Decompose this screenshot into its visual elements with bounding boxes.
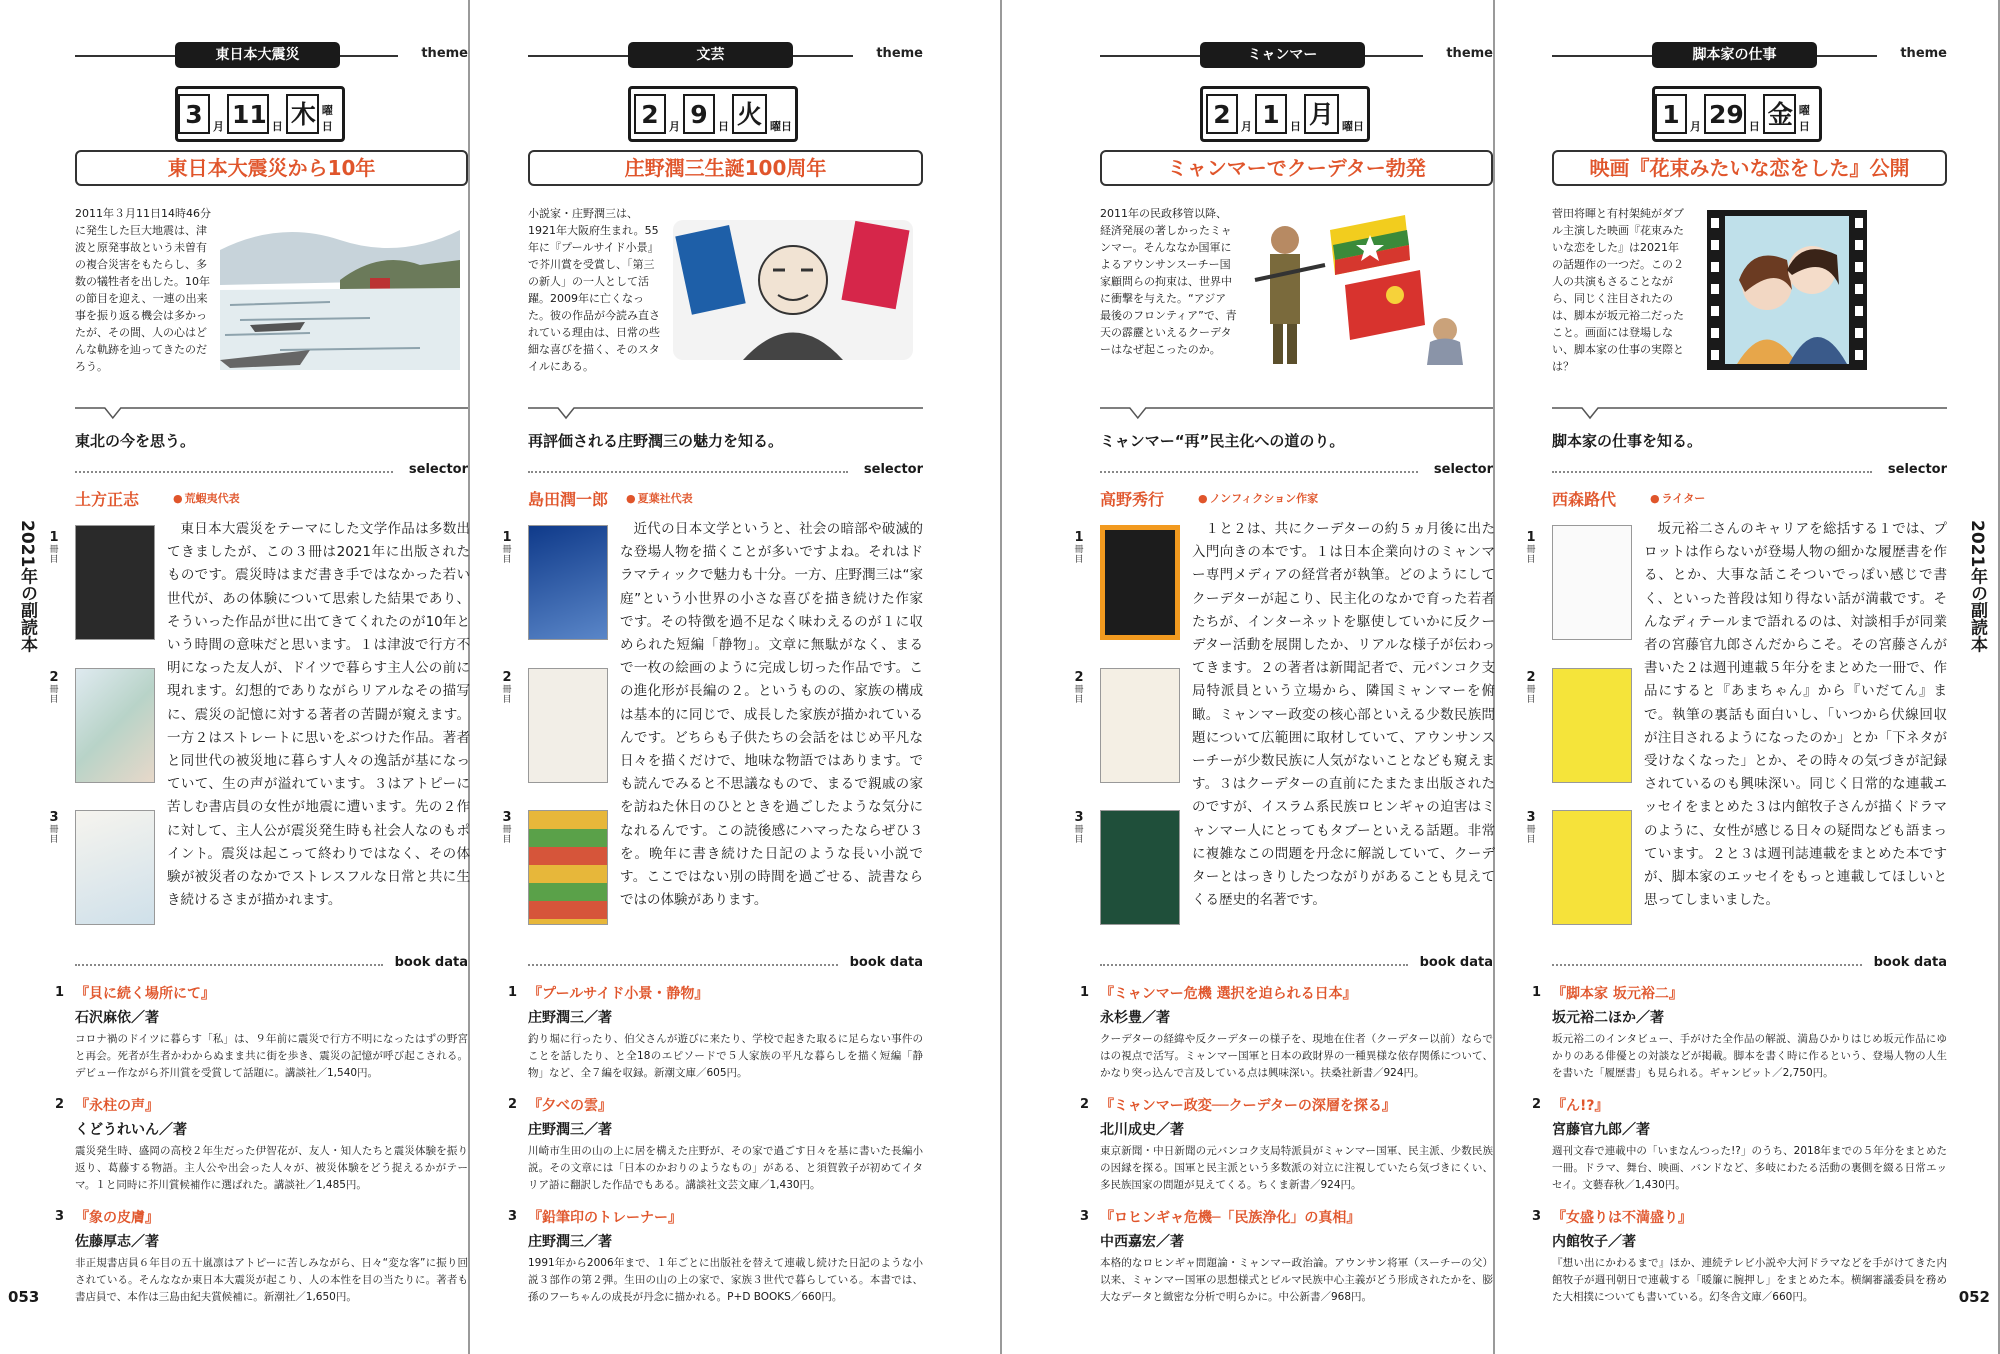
book-title: 『ミャンマー政変──クーデターの深層を探る』 <box>1100 1098 1396 1114</box>
tagline: 脚本家の仕事を知る。 <box>1552 432 1703 450</box>
theme-word: theme <box>421 46 468 61</box>
divider-arrow <box>75 406 468 420</box>
theme-label: 東日本大震災 <box>175 42 340 68</box>
selector-label: selector <box>1433 462 1493 477</box>
cover-number-2: 2 冊目 <box>1074 670 1084 705</box>
divider-arrow <box>528 406 923 420</box>
selector-role: ● ライター <box>1650 490 1705 506</box>
book-author: 坂元裕二ほか／著 <box>1552 1010 1664 1026</box>
book-desc: 週刊文春で連載中の「いまなんつった!?」のうち、2018年までの５年分をまとめた一冊。ドラマ、舞台、映画、バンドなど、多岐にわたる活動の裏側を綴る日常エッセイ。文藝春秋／1,430円。 <box>1552 1145 1947 1191</box>
date-month: 1 <box>1655 94 1687 134</box>
date-month: 2 <box>634 94 666 134</box>
selector-label: selector <box>863 462 923 477</box>
cover-number-1: 1 冊目 <box>1526 530 1536 565</box>
book-entry-2: 2 『ん!?』 宮藤官九郎／著 週刊文春で連載中の「いまなんつった!?」のうち、2018年までの５年分をまとめた一冊。ドラマ、舞台、映画、バンドなど、多岐にわたる活動の裏側を綴る日常エッセイ。文藝春秋／1,430円。 <box>1552 1097 1947 1194</box>
book-title: 『ロヒンギャ危機─「民族浄化」の真相』 <box>1100 1210 1361 1226</box>
book-desc: 本格的なロヒンギャ問題論・ミャンマー政治論。アウンサン将軍（スーチーの父）以来、ミャンマー国軍の思想様式とビルマ民族中心主義がどう形成されたかを、膨大なデータと緻密な分析で明らかに。中公新書／968円。 <box>1100 1257 1493 1303</box>
date-month: 2 <box>1206 94 1238 134</box>
theme-word: theme <box>876 46 923 61</box>
book-entry-2: 2 『夕べの雲』 庄野潤三／著 川崎市生田の山の上に居を構えた庄野が、その家で過ごす日々を基に書いた長編小説。その文章には「日本のかおりのようなもの」がある、と須賀敦子が初めてイタリア語に翻訳した作品でもある。講談社文芸文庫／1,430円。 <box>528 1097 923 1194</box>
lead-text: 2011年の民政移管以降、経済発展の著しかったミャンマー。そんななか国軍によるアウンサンスーチー国家顧問らの拘束は、世界中に衝撃を与えた。“アジア最後のフロンティア”で、青天の霹靂といえるクーデターはなぜ起こったのか。 <box>1100 207 1237 356</box>
book-author: 北川成史／著 <box>1100 1122 1184 1138</box>
book-cover-2 <box>1552 668 1632 783</box>
page-number-left: 053 <box>8 1288 40 1306</box>
book-cover-3 <box>528 810 608 925</box>
book-author: 庄野潤三／著 <box>528 1234 612 1250</box>
column-myanmar <box>1074 0 1495 1354</box>
book-author: 庄野潤三／著 <box>528 1010 612 1026</box>
book-title: 『プールサイド小景・静物』 <box>528 986 709 1002</box>
book-author: 佐藤厚志／著 <box>75 1234 159 1250</box>
book-entry-3: 3 『象の皮膚』 佐藤厚志／著 非正規書店員６年目の五十嵐凛はアトピーに苦しみながら、日々“変な客”に振り回されている。そんななか東日本大震災が起こり、人の本性を目の当たりに。著者も書店員で、本作は三島由紀夫賞候補に。新潮社／1,650円。 <box>75 1209 468 1306</box>
book-title: 『女盛りは不満盛り』 <box>1552 1210 1692 1226</box>
cover-number-3: 3 冊目 <box>1074 810 1084 845</box>
book-title: 『象の皮膚』 <box>75 1210 159 1226</box>
book-desc: 釣り堀に行ったり、伯父さんが遊びに来たり、学校で起きた取るに足らない事件のことを話したり、と全18のエピソードで５人家族の平凡な暮らしを描く短編「静物」など、全７編を収録。新潮文庫／605円。 <box>528 1033 923 1079</box>
theme-word: theme <box>1900 46 1947 61</box>
date-badge: 2 月 9 日 火 曜日 <box>628 86 798 142</box>
bookdata-rule <box>528 955 923 975</box>
cover-number-2: 2 冊目 <box>1526 670 1536 705</box>
book-cover-2 <box>528 668 608 783</box>
selector-name: 土方正志 <box>75 490 140 509</box>
side-running-title: 2021年の副読本 <box>1967 520 1987 653</box>
book-entry-1: 1 『プールサイド小景・静物』 庄野潤三／著 釣り堀に行ったり、伯父さんが遊びに来たり、学校で起きた取るに足らない事件のことを話したり、と全18のエピソードで５人家族の平凡な暮らしを描く短編「静物」など、全７編を収録。新潮文庫／605円。 <box>528 985 923 1082</box>
divider-arrow <box>1100 406 1493 420</box>
book-desc: コロナ禍のドイツに暮らす「私」は、９年前に震災で行方不明になったはずの野宮と再会。死者が生者かわからぬまま共に街を歩き、震災の記憶が呼び起こされる。デビュー作ながら芥川賞を受賞して話題に。講談社／1,540円。 <box>75 1033 468 1079</box>
theme-label: 文芸 <box>628 42 793 68</box>
cover-number-1: 1 冊目 <box>49 530 59 565</box>
cover-number-3: 3 冊目 <box>49 810 59 845</box>
tagline: 再評価される庄野潤三の魅力を知る。 <box>528 432 784 450</box>
bookdata-rule <box>75 955 468 975</box>
headline: 東日本大震災から10年 <box>75 150 468 186</box>
theme-bar <box>75 42 468 68</box>
book-title: 『ん!?』 <box>1552 1098 1609 1114</box>
date-day: 1 <box>1255 94 1287 134</box>
lead-text: 菅田将暉と有村架純がダブル主演した映画『花束みたいな恋をした』は2021年の話題作の一つだ。この２人の共演もさることながら、同じく注目されたのは、脚本が坂元裕二だったこと。画面には登場しない、脚本家の仕事の実際とは？ <box>1552 207 1684 373</box>
book-entry-3: 3 『女盛りは不満盛り』 内館牧子／著 『想い出にかわるまで』ほか、連続テレビ小説や大河ドラマなどを手がけてきた内館牧子が週刊朝日で連載する「暖簾に腕押し」をまとめた本。横綱審議委員を務めた大相撲についても書いている。幻冬舎文庫／660円。 <box>1552 1209 1947 1306</box>
book-author: 石沢麻依／著 <box>75 1010 159 1026</box>
book-desc: 震災発生時、盛岡の高校２年生だった伊智花が、友人・知人たちと震災体験を振り返り、葛藤する物語。主人公や出会った人々が、被災体験をどう捉えるかがテーマ。１と同時に芥川賞候補作に選ばれた。講談社／1,485円。 <box>75 1145 468 1191</box>
book-title: 『夕べの雲』 <box>528 1098 612 1114</box>
book-cover-2 <box>1100 668 1180 783</box>
selector-role: ● 夏葉社代表 <box>626 490 693 506</box>
book-title: 『脚本家 坂元裕二』 <box>1552 986 1683 1002</box>
theme-word: theme <box>1446 46 1493 61</box>
theme-bar <box>1100 42 1493 68</box>
selector-rule <box>1100 462 1493 482</box>
selector-name: 島田潤一郎 <box>528 490 609 509</box>
selector-role: ● ノンフィクション作家 <box>1198 490 1318 506</box>
date-weekday: 金 <box>1763 94 1796 134</box>
cover-number-2: 2 冊目 <box>502 670 512 705</box>
soldier-flags-illustration <box>1245 210 1485 370</box>
review-text: 坂元裕二さんのキャリアを総括する１では、プロットは作らないが登場人物の細かな履歴書を作る、とか、大事な話こそついでっぽい感じで書く、といった普段は知り得ない話が満載です。そんなディテールまで語れるのは、対談相手が同業者の宮藤官九郎さんだからこそ。その宮藤さんが書いた２は週刊連載５年分をまとめた一冊で、作品にすると『あまちゃん』から『いだてん』まで。執筆の裏話も面白いし、「いつから伏線回収が注目されるようになったのか」とか「下ネタが受けなくなった」とか、その時々の気づきが記録されているのも興味深い。同じく日常的な連載エッセイをまとめた３は内館牧子さんが描くドラマのように、女性が感じる日々の疑問なども語まっています。２と３は週刊誌連載をまとめた本ですが、脚本家のエッセイをもっと連載してほしいと思ってしまいました。 <box>1644 521 1947 909</box>
bookdata-label: book data <box>1873 955 1947 970</box>
date-month: 3 <box>178 94 210 134</box>
review-text: １と２は、共にクーデターの約５ヵ月後に出た入門向きの本です。１は日本企業向けのミャンマー専門メディアの経営者が執筆。どのようにしてクーデターが起こり、民主化のなかで育った若者たちが、インターネットを駆使していかに反クーデター活動を展開したか、リアルな様子が伝わってきます。２の著者は新聞記者で、元バンコク支局特派員という立場から、隣国ミャンマーを俯瞰。ミャンマー政変の核心部といえる少数民族問題について広範囲に取材していて、アウンサンスーチーが少数民族に人気がないことなども窺えます。３はクーデターの直前にたまたま出版されたのですが、イスラム系民族ロヒンギャの迫害はミャンマー人にとってもタブーといえる話題。非常に複雑なこの問題を丹念に解説していて、クーデターとはっきりしたつながりがあることも見えてくる歴史的名著です。 <box>1192 521 1495 909</box>
theme-label: ミャンマー <box>1200 42 1365 68</box>
selector-name: 高野秀行 <box>1100 490 1165 509</box>
bookdata-rule <box>1552 955 1947 975</box>
book-author: 庄野潤三／著 <box>528 1122 612 1138</box>
selector-name: 西森路代 <box>1552 490 1617 509</box>
headline: 映画『花束みたいな恋をした』公開 <box>1552 150 1947 186</box>
book-author: 内館牧子／著 <box>1552 1234 1636 1250</box>
lead-text: 小説家・庄野潤三は、1921年大阪府生まれ。55年に『プールサイド小景』で芥川賞を受賞し、「第三の新人」の一人として活躍。2009年に亡くなった。彼の作品が今読み直されている理由は、日常の些細な喜びを描く、そのスタイルにある。 <box>528 207 660 373</box>
book-author: くどうれいん／著 <box>75 1122 187 1138</box>
selector-role: ● 荒蝦夷代表 <box>173 490 240 506</box>
book-desc: 東京新聞・中日新聞の元バンコク支局特派員がミャンマー国軍、民主派、少数民族の因縁を探る。国軍と民主派という多数派の対立に注視していたら気づきにくい、多民族国家の問題が見えてくる。ちくま新書／924円。 <box>1100 1145 1493 1191</box>
book-desc: 非正規書店員６年目の五十嵐凛はアトピーに苦しみながら、日々“変な客”に振り回されている。そんななか東日本大震災が起こり、人の本性を目の当たりに。著者も書店員で、本作は三島由紀夫賞候補に。新潮社／1,650円。 <box>75 1257 468 1303</box>
tagline: ミャンマー“再”民主化への道のり。 <box>1100 432 1345 450</box>
book-covers <box>1526 520 1637 940</box>
book-desc: 川崎市生田の山の上に居を構えた庄野が、その家で過ごす日々を基に書いた長編小説。その文章には「日本のかおりのようなもの」がある、と須賀敦子が初めてイタリア語に翻訳した作品でもある。講談社文芸文庫／1,430円。 <box>528 1145 923 1191</box>
book-cover-1 <box>1552 525 1632 640</box>
date-badge: 3 月 11 日 木 曜日 <box>175 86 345 142</box>
right-page <box>1000 0 2000 1354</box>
book-cover-1 <box>528 525 608 640</box>
bookdata-label: book data <box>1419 955 1493 970</box>
book-title: 『永柱の声』 <box>75 1098 159 1114</box>
book-entry-1: 1 『ミャンマー危機 選択を迫られる日本』 永杉豊／著 クーデターの経緯や反クーデターの様子を、現地在住者（クーデター以前）ならではの視点で活写。ミャンマー国軍と日本の政財界の一種異様な依存関係について、かなり突っ込んで言及している点は興味深い。扶桑社新書／924円。 <box>1100 985 1493 1082</box>
book-entry-2: 2 『永柱の声』 くどうれいん／著 震災発生時、盛岡の高校２年生だった伊智花が、友人・知人たちと震災体験を振り返り、葛藤する物語。主人公や出会った人々が、被災体験をどう捉えるかがテーマ。１と同時に芥川賞候補作に選ばれた。講談社／1,485円。 <box>75 1097 468 1194</box>
book-entry-3: 3 『鉛筆印のトレーナー』 庄野潤三／著 1991年から2006年まで、１年ごとに出版社を替えて連載し続けた日記のような小説３部作の第２弾。生田の山の上の家で、家族３世代で暮らしている。本書では、孫のフーちゃんの成長が丹念に描かれる。P+D BOOKS／660円。 <box>528 1209 923 1306</box>
bookdata-label: book data <box>849 955 923 970</box>
date-day: 29 <box>1704 94 1746 134</box>
author-portrait-illustration <box>673 210 913 370</box>
book-cover-3 <box>75 810 155 925</box>
bookdata-label: book data <box>394 955 468 970</box>
book-covers <box>1074 520 1185 940</box>
selector-rule <box>1552 462 1947 482</box>
book-author: 中西嘉宏／著 <box>1100 1234 1184 1250</box>
date-day: 9 <box>683 94 715 134</box>
book-author: 宮藤官九郎／著 <box>1552 1122 1650 1138</box>
selector-label: selector <box>408 462 468 477</box>
book-cover-1 <box>75 525 155 640</box>
cover-number-1: 1 冊目 <box>502 530 512 565</box>
theme-bar <box>1552 42 1947 68</box>
date-weekday: 月 <box>1304 94 1339 134</box>
book-cover-1 <box>1100 525 1180 640</box>
bookdata-rule <box>1100 955 1493 975</box>
book-title: 『鉛筆印のトレーナー』 <box>528 1210 682 1226</box>
divider-arrow <box>1552 406 1947 420</box>
selector-rule <box>528 462 923 482</box>
headline: 庄野潤三生誕100周年 <box>528 150 923 186</box>
cover-number-3: 3 冊目 <box>1526 810 1536 845</box>
book-desc: 『想い出にかわるまで』ほか、連続テレビ小説や大河ドラマなどを手がけてきた内館牧子が週刊朝日で連載する「暖簾に腕押し」をまとめた本。横綱審議委員を務めた大相撲についても書いている。幻冬舎文庫／660円。 <box>1552 1257 1947 1303</box>
selector-label: selector <box>1887 462 1947 477</box>
book-cover-2 <box>75 668 155 783</box>
lead-text: 2011年３月11日14時46分に発生した巨大地震は、津波と原発事故という未曽有の複合災害をもたらし、多数の犠牲者を出した。10年の節目を迎え、一連の出来事を振り返る機会は多かったが、その間、人の心はどんな軌跡を辿ってきたのだろう。 <box>75 207 211 373</box>
cover-number-3: 3 冊目 <box>502 810 512 845</box>
date-badge: 2 月 1 日 月 曜日 <box>1200 86 1370 142</box>
film-couple-illustration <box>1697 210 1937 370</box>
selector-rule <box>75 462 468 482</box>
date-weekday: 木 <box>286 94 319 134</box>
book-desc: 坂元裕二のインタビュー、手がけた全作品の解説、満島ひかりはじめ坂元作品にゆかりのある俳優との対談などが掲載。脚本を書く時に作るという、登場人物の人生を書いた「履歴書」も見られる。ギャンビット／2,750円。 <box>1552 1033 1947 1079</box>
book-covers <box>502 520 613 940</box>
tagline: 東北の今を思う。 <box>75 432 196 450</box>
book-entry-3: 3 『ロヒンギャ危機─「民族浄化」の真相』 中西嘉宏／著 本格的なロヒンギャ問題論・ミャンマー政治論。アウンサン将軍（スーチーの父）以来、ミャンマー国軍の思想様式とビルマ民族中心主義がどう形成されたかを、膨大なデータと緻密な分析で明らかに。中公新書／968円。 <box>1100 1209 1493 1306</box>
column-earthquake <box>49 0 470 1354</box>
book-title: 『貝に続く場所にて』 <box>75 986 215 1002</box>
book-entry-1: 1 『脚本家 坂元裕二』 坂元裕二ほか／著 坂元裕二のインタビュー、手がけた全作品の解説、満島ひかりはじめ坂元作品にゆかりのある俳優との対談などが掲載。脚本を書く時に作るという、登場人物の人生を書いた「履歴書」も見られる。ギャンビット／2,750円。 <box>1552 985 1947 1082</box>
book-cover-3 <box>1100 810 1180 925</box>
book-desc: 1991年から2006年まで、１年ごとに出版社を替えて連載し続けた日記のような小説３部作の第２弾。生田の山の上の家で、家族３世代で暮らしている。本書では、孫のフーちゃんの成長が丹念に描かれる。P+D BOOKS／660円。 <box>528 1257 923 1303</box>
book-entry-1: 1 『貝に続く場所にて』 石沢麻依／著 コロナ禍のドイツに暮らす「私」は、９年前に震災で行方不明になったはずの野宮と再会。死者が生者かわからぬまま共に街を歩き、震災の記憶が呼び起こされる。デビュー作ながら芥川賞を受賞して話題に。講談社／1,540円。 <box>75 985 468 1082</box>
cover-number-1: 1 冊目 <box>1074 530 1084 565</box>
theme-bar <box>528 42 923 68</box>
page-number-right: 052 <box>1958 1288 1990 1306</box>
headline: ミャンマーでクーデター勃発 <box>1100 150 1493 186</box>
column-screenwriter <box>1526 0 1947 1354</box>
book-title: 『ミャンマー危機 選択を迫られる日本』 <box>1100 986 1357 1002</box>
review-text: 近代の日本文学というと、社会の暗部や破滅的な登場人物を描くことが多いですよね。それはドラマティックで魅力も十分。一方、庄野潤三は“家庭”という小世界の小さな喜びを描き続けた作家です。その特徴を過不足なく味わえるのが１に収められた短編「静物」。文章に無駄がなく、まるで一枚の絵画のように完成し切った作品です。この進化形が長編の２。というものの、家族の構成は基本的に同じで、成長した家族が描かれているんです。どちらも子供たちの会話をはじめ平凡な日々を描くだけで、地味な物語ではあります。でも読んでみると不思議なもので、まるで親戚の家を訪ねた休日のひとときを過ごしたような気分になれるんです。この読後感にハマったならぜひ３を。晩年に書き続けた日記のような長い小説です。ここではない別の時間を過ごせる、読書ならではの体験があります。 <box>620 521 923 909</box>
column-literature <box>502 0 923 1354</box>
theme-label: 脚本家の仕事 <box>1652 42 1817 68</box>
side-running-title: 2021年の副読本 <box>17 520 37 653</box>
book-covers <box>49 520 160 940</box>
book-desc: クーデターの経緯や反クーデターの様子を、現地在住者（クーデター以前）ならではの視点で活写。ミャンマー国軍と日本の政財界の一種異様な依存関係について、かなり突っ込んで言及している点は興味深い。扶桑社新書／924円。 <box>1100 1033 1493 1079</box>
flooded-coast-illustration <box>220 210 460 370</box>
date-badge: 1 月 29 日 金 曜日 <box>1652 86 1822 142</box>
book-entry-2: 2 『ミャンマー政変──クーデターの深層を探る』 北川成史／著 東京新聞・中日新聞の元バンコク支局特派員がミャンマー国軍、民主派、少数民族の因縁を探る。国軍と民主派という多数派の対立に注視していたら気づきにくい、多民族国家の問題が見えてくる。ちくま新書／924円。 <box>1100 1097 1493 1194</box>
cover-number-2: 2 冊目 <box>49 670 59 705</box>
book-author: 永杉豊／著 <box>1100 1010 1170 1026</box>
date-weekday: 火 <box>732 94 767 134</box>
book-cover-3 <box>1552 810 1632 925</box>
date-day: 11 <box>227 94 269 134</box>
review-text: 東日本大震災をテーマにした文学作品は多数出てきましたが、この３冊は2021年に出版されたものです。震災時はまだ書き手ではなかった若い世代が、あの体験について思索した結果であり、そういった作品が世に出てきてくれたのが10年という時間の意味だと思います。１は津波で行方不明になった友人が、ドイツで暮らす主人公の前に現れます。幻想的でありながらリアルなその描写に、震災の記憶に対する著者の苦闘が窺えます。一方２はストレートに思いをぶつけた作品。著者と同世代の被災地に暮らす人々の逸話が基になっていて、生の声が溢れています。３はアトピーに苦しむ書店員の女性が地震に遭います。先の２作に対して、主人公が震災発生時も社会人なのもポイント。震災は起こって終わりではなく、その体験が被災者のなかでストレスフルな日常と共に生き続けるさまが描かれます。 <box>167 521 470 909</box>
